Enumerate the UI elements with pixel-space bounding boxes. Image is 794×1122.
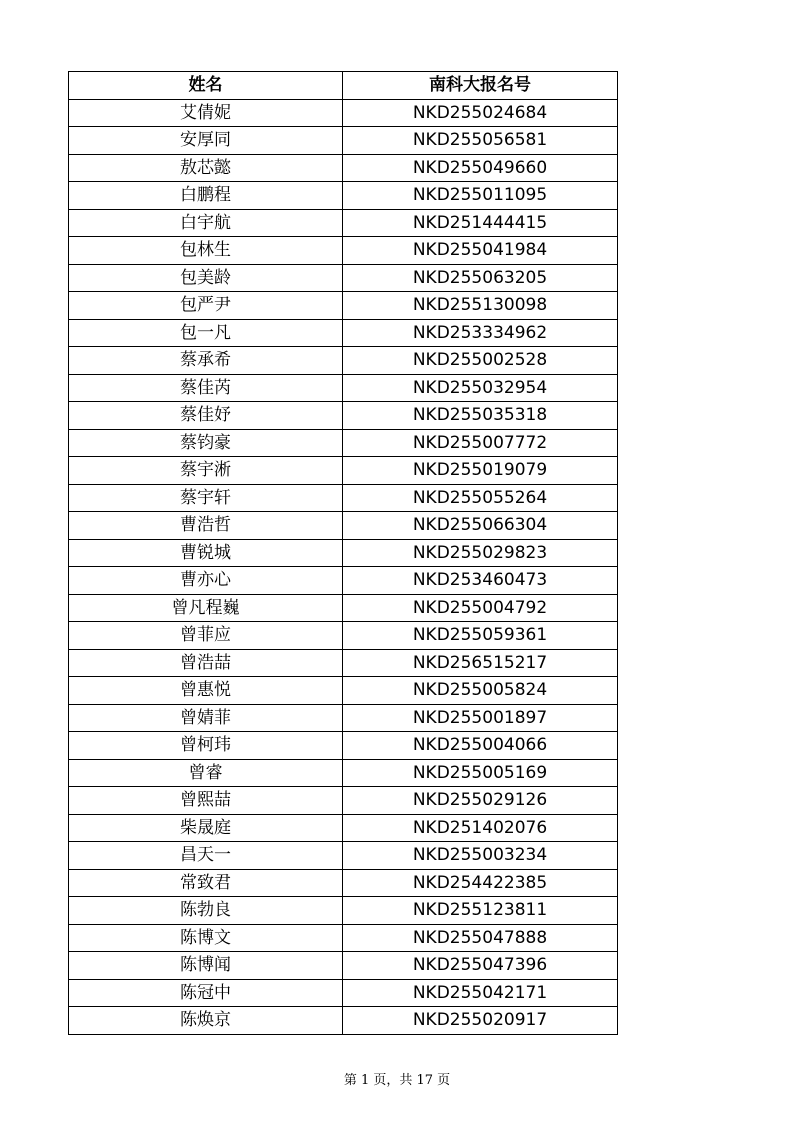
table-row: [69, 484, 618, 512]
cell-name: 陈勃良: [69, 897, 343, 925]
column-header-registration-id: 南科大报名号: [343, 72, 618, 100]
cell-registration-id: NKD255063205: [343, 264, 618, 292]
cell-name: 包林生: [69, 237, 343, 265]
cell-registration-id: NKD254422385: [343, 869, 618, 897]
roster-table: [68, 71, 618, 1035]
page-number-footer: 第 1 页，共 17 页: [343, 1073, 451, 1088]
table-row: [69, 924, 618, 952]
table-row: [69, 154, 618, 182]
cell-registration-id: NKD255047888: [343, 924, 618, 952]
cell-registration-id: NKD253334962: [343, 319, 618, 347]
cell-registration-id: NKD251402076: [343, 814, 618, 842]
table-row: [69, 264, 618, 292]
cell-name: 曾婧菲: [69, 704, 343, 732]
cell-name: 曾柯玮: [69, 732, 343, 760]
table-row: [69, 759, 618, 787]
cell-name: 曾菲应: [69, 622, 343, 650]
table-row: [69, 127, 618, 155]
table-row: [69, 677, 618, 705]
cell-registration-id: NKD255005169: [343, 759, 618, 787]
table-row: [69, 814, 618, 842]
cell-name: 白鹏程: [69, 182, 343, 210]
cell-registration-id: NKD256515217: [343, 649, 618, 677]
cell-name: 艾倩妮: [69, 99, 343, 127]
cell-name: 蔡佳芮: [69, 374, 343, 402]
table-row: [69, 512, 618, 540]
table-row: [69, 539, 618, 567]
cell-registration-id: NKD255130098: [343, 292, 618, 320]
cell-name: 蔡钧豪: [69, 429, 343, 457]
table-row: [69, 732, 618, 760]
cell-registration-id: NKD255066304: [343, 512, 618, 540]
column-header-name: 姓名: [69, 72, 343, 100]
table-row: [69, 292, 618, 320]
table-row: [69, 869, 618, 897]
cell-name: 曾睿: [69, 759, 343, 787]
cell-registration-id: NKD255007772: [343, 429, 618, 457]
cell-registration-id: NKD255032954: [343, 374, 618, 402]
cell-registration-id: NKD255035318: [343, 402, 618, 430]
cell-name: 曹锐城: [69, 539, 343, 567]
table-row: [69, 457, 618, 485]
table-row: [69, 319, 618, 347]
cell-name: 曹亦心: [69, 567, 343, 595]
cell-name: 包一凡: [69, 319, 343, 347]
cell-registration-id: NKD255004066: [343, 732, 618, 760]
cell-registration-id: NKD255029126: [343, 787, 618, 815]
table-row: [69, 99, 618, 127]
cell-registration-id: NKD255001897: [343, 704, 618, 732]
table-row: [69, 182, 618, 210]
table-row: [69, 594, 618, 622]
cell-name: 蔡宇轩: [69, 484, 343, 512]
table-body: [69, 99, 618, 1034]
table-row: [69, 787, 618, 815]
cell-name: 敖芯懿: [69, 154, 343, 182]
table-row: [69, 347, 618, 375]
cell-registration-id: NKD255020917: [343, 1007, 618, 1035]
table-row: [69, 952, 618, 980]
table-row: [69, 649, 618, 677]
table-row: [69, 237, 618, 265]
cell-name: 柴晟庭: [69, 814, 343, 842]
cell-registration-id: NKD255042171: [343, 979, 618, 1007]
cell-name: 包美龄: [69, 264, 343, 292]
cell-name: 常致君: [69, 869, 343, 897]
table-row: [69, 897, 618, 925]
cell-name: 蔡佳妤: [69, 402, 343, 430]
cell-name: 曾浩喆: [69, 649, 343, 677]
cell-registration-id: NKD251444415: [343, 209, 618, 237]
table-row: [69, 842, 618, 870]
cell-registration-id: NKD255047396: [343, 952, 618, 980]
table-row: [69, 567, 618, 595]
cell-name: 陈博闻: [69, 952, 343, 980]
cell-registration-id: NKD255005824: [343, 677, 618, 705]
cell-registration-id: NKD255003234: [343, 842, 618, 870]
cell-name: 安厚同: [69, 127, 343, 155]
cell-registration-id: NKD255004792: [343, 594, 618, 622]
cell-registration-id: NKD255055264: [343, 484, 618, 512]
cell-name: 昌天一: [69, 842, 343, 870]
cell-registration-id: NKD255123811: [343, 897, 618, 925]
cell-name: 曾惠悦: [69, 677, 343, 705]
cell-registration-id: NKD255056581: [343, 127, 618, 155]
cell-registration-id: NKD255002528: [343, 347, 618, 375]
cell-name: 陈冠中: [69, 979, 343, 1007]
table-row: [69, 209, 618, 237]
cell-registration-id: NKD255041984: [343, 237, 618, 265]
cell-name: 包严尹: [69, 292, 343, 320]
table-row: [69, 429, 618, 457]
cell-name: 曾凡程巍: [69, 594, 343, 622]
cell-registration-id: NKD255059361: [343, 622, 618, 650]
cell-registration-id: NKD255019079: [343, 457, 618, 485]
table-row: [69, 1007, 618, 1035]
table-header-row: [69, 72, 618, 100]
cell-name: 曹浩哲: [69, 512, 343, 540]
table-row: [69, 979, 618, 1007]
cell-name: 蔡宇淅: [69, 457, 343, 485]
cell-registration-id: NKD255029823: [343, 539, 618, 567]
cell-name: 陈焕京: [69, 1007, 343, 1035]
table-row: [69, 704, 618, 732]
cell-registration-id: NKD255049660: [343, 154, 618, 182]
cell-name: 曾熙喆: [69, 787, 343, 815]
cell-registration-id: NKD255024684: [343, 99, 618, 127]
cell-name: 陈博文: [69, 924, 343, 952]
table-row: [69, 622, 618, 650]
cell-name: 白宇航: [69, 209, 343, 237]
table-row: [69, 402, 618, 430]
cell-registration-id: NKD253460473: [343, 567, 618, 595]
cell-name: 蔡承希: [69, 347, 343, 375]
cell-registration-id: NKD255011095: [343, 182, 618, 210]
table-row: [69, 374, 618, 402]
